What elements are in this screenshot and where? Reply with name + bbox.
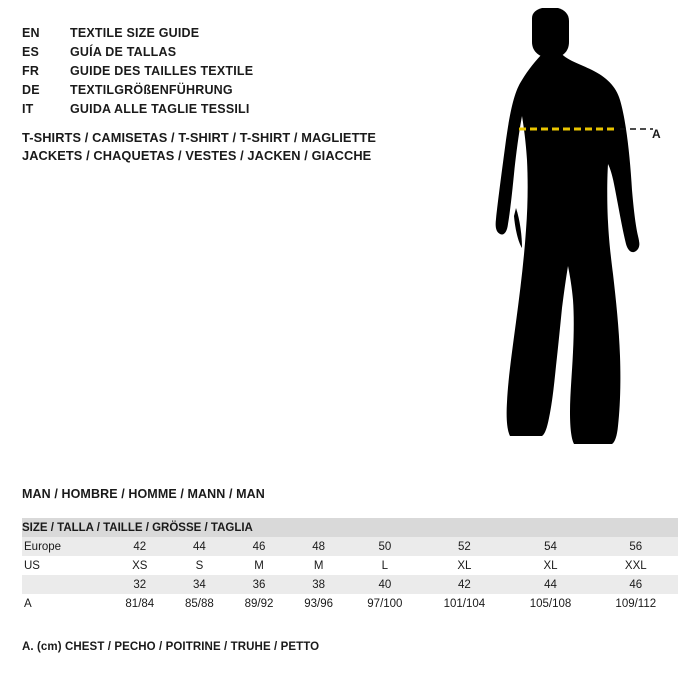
cell: 52 <box>421 537 507 556</box>
cell: 40 <box>348 575 421 594</box>
language-row <box>22 102 442 121</box>
cell: M <box>229 556 289 575</box>
row-label <box>22 575 110 594</box>
cell: 97/100 <box>348 594 421 613</box>
language-row <box>22 64 442 83</box>
language-row <box>22 45 442 64</box>
language-row <box>22 83 442 102</box>
cell: 46 <box>229 537 289 556</box>
cell: 93/96 <box>289 594 349 613</box>
row-label: US <box>22 556 110 575</box>
table-row <box>22 594 678 613</box>
cell: XL <box>507 556 593 575</box>
row-label: A <box>22 594 110 613</box>
table-footnote: A. (cm) CHEST / PECHO / POITRINE / TRUHE / PETTO <box>22 641 320 653</box>
cell: 85/88 <box>170 594 230 613</box>
size-table <box>22 518 678 613</box>
cell: 36 <box>229 575 289 594</box>
language-code: FR <box>22 64 40 78</box>
cell: 50 <box>348 537 421 556</box>
language-title: GUIDE DES TAILLES TEXTILE <box>70 64 254 78</box>
garment-category-list <box>22 129 502 165</box>
cell: 38 <box>289 575 349 594</box>
garment-category-jackets: JACKETS / CHAQUETAS / VESTES / JACKEN / GIACCHE <box>22 148 372 163</box>
language-title-list <box>22 26 442 121</box>
male-silhouette-figure <box>470 8 695 468</box>
table-header-row <box>22 518 678 537</box>
cell: 44 <box>507 575 593 594</box>
cell: 101/104 <box>421 594 507 613</box>
chest-callout-label: A <box>652 127 661 141</box>
cell: 32 <box>110 575 170 594</box>
cell: L <box>348 556 421 575</box>
table-group-title: MAN / HOMBRE / HOMME / MANN / MAN <box>22 487 265 501</box>
table-row <box>22 556 678 575</box>
language-title: TEXTILE SIZE GUIDE <box>70 26 200 40</box>
cell: 42 <box>110 537 170 556</box>
cell: 109/112 <box>594 594 678 613</box>
language-title: GUÍA DE TALLAS <box>70 45 177 59</box>
language-code: EN <box>22 26 40 40</box>
language-code: DE <box>22 83 40 97</box>
cell: S <box>170 556 230 575</box>
garment-category-tshirts: T-SHIRTS / CAMISETAS / T-SHIRT / T-SHIRT / MAGLIETTE <box>22 130 377 145</box>
language-row <box>22 26 442 45</box>
cell: 105/108 <box>507 594 593 613</box>
language-code: IT <box>22 102 34 116</box>
language-title: TEXTILGRÖßENFÜHRUNG <box>70 83 233 97</box>
cell: M <box>289 556 349 575</box>
silhouette-shape <box>496 8 640 444</box>
cell: 89/92 <box>229 594 289 613</box>
language-code: ES <box>22 45 40 59</box>
table-header-label: SIZE / TALLA / TAILLE / GRÖSSE / TAGLIA <box>22 518 678 537</box>
cell: XL <box>421 556 507 575</box>
row-label: Europe <box>22 537 110 556</box>
table-row <box>22 537 678 556</box>
cell: 48 <box>289 537 349 556</box>
cell: 44 <box>170 537 230 556</box>
language-title: GUIDA ALLE TAGLIE TESSILI <box>70 102 250 116</box>
cell: XS <box>110 556 170 575</box>
cell: 54 <box>507 537 593 556</box>
cell: 34 <box>170 575 230 594</box>
cell: 46 <box>594 575 678 594</box>
cell: 56 <box>594 537 678 556</box>
cell: XXL <box>594 556 678 575</box>
table-row <box>22 575 678 594</box>
cell: 42 <box>421 575 507 594</box>
cell: 81/84 <box>110 594 170 613</box>
